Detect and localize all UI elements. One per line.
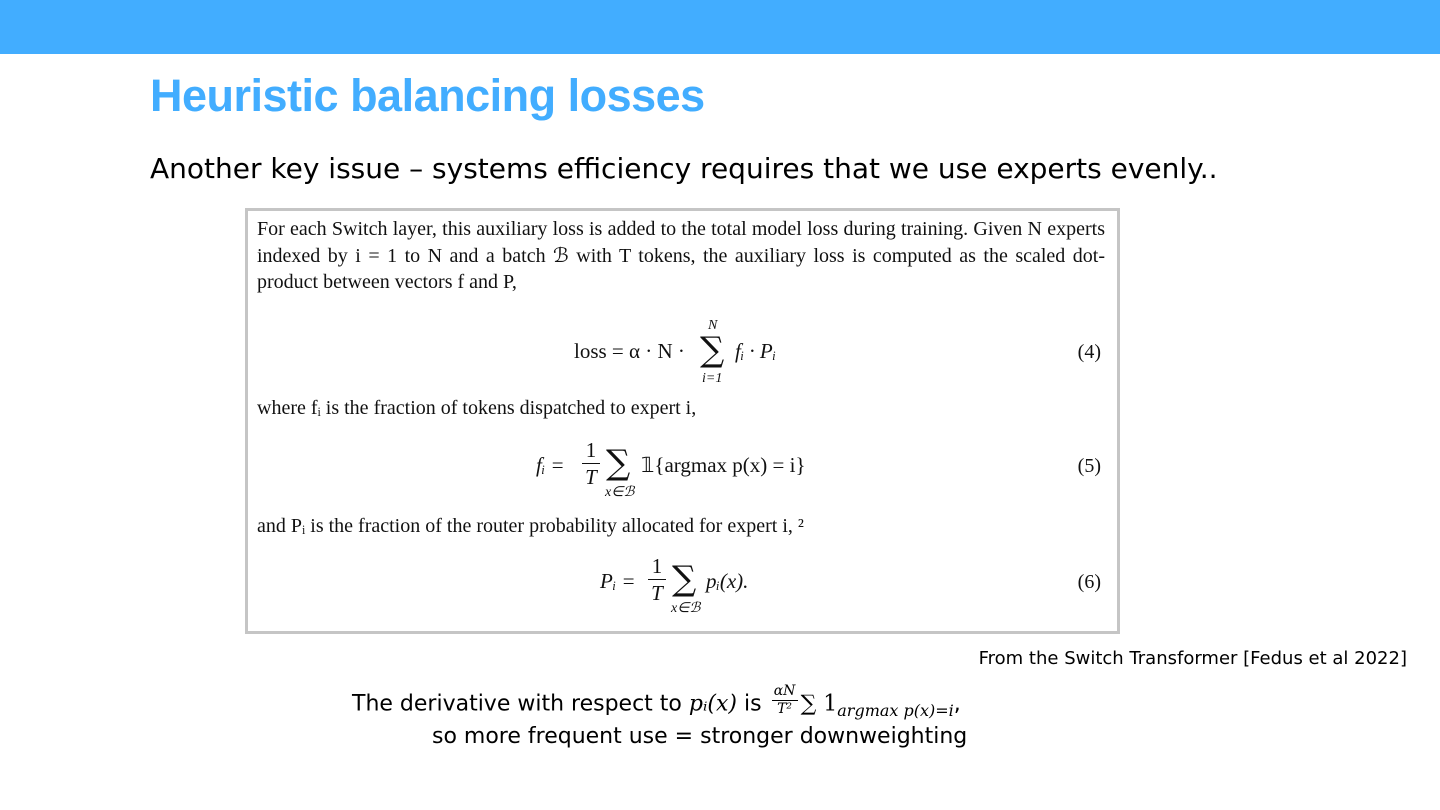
derivative-frac-den: T²	[777, 701, 793, 717]
derivative-prefix: The derivative with respect to	[352, 691, 682, 717]
eq6-number: (6)	[1077, 571, 1101, 593]
excerpt-paragraph-2: where fᵢ is the fraction of tokens dispatched to expert i,	[257, 397, 697, 419]
eq5-lhs: fᵢ =	[536, 453, 565, 477]
excerpt-paragraph-1: For each Switch layer, this auxiliary loss is added to the total model loss during training. Given N experts indexed by i = 1 to N and a batch ℬ with T tokens, the auxiliary loss is computed as the scaled dot-product between vectors f and P,	[257, 218, 1105, 293]
eq5-sum-lower: x∈ℬ	[605, 485, 635, 500]
derivative-subscript: argmax p(x)=i	[837, 700, 954, 720]
derivative-trail: ,	[953, 691, 961, 717]
header-bar	[0, 0, 1440, 54]
eq6-frac-den: T	[651, 581, 663, 605]
derivative-frac-num: αN	[773, 683, 796, 699]
eq4-rhs: fᵢ · Pᵢ	[735, 339, 777, 363]
excerpt-paragraph-3: and Pᵢ is the fraction of the router probability allocated for expert i, ²	[257, 515, 804, 537]
derivative-line-2: so more frequent use = stronger downweighting	[432, 724, 968, 749]
derivative-is: is	[743, 691, 762, 717]
eq4-sum-upper: N	[708, 318, 718, 333]
eq6-sum-lower: x∈ℬ	[671, 601, 701, 616]
derivative-fraction	[772, 684, 798, 717]
eq5-rhs: 𝟙{argmax p(x) = i}	[641, 453, 806, 477]
equation-6	[248, 547, 1117, 627]
eq4-lhs: loss = α · N ·	[574, 339, 685, 363]
eq5-number: (5)	[1077, 455, 1101, 477]
eq6-fraction	[648, 555, 666, 604]
summation-symbol: ∑	[700, 330, 725, 370]
eq6-lhs: Pᵢ =	[600, 569, 636, 593]
derivative-line-1	[352, 683, 961, 721]
eq5-frac-num: 1	[585, 438, 597, 462]
summation-symbol: ∑	[672, 559, 697, 599]
source-citation: From the Switch Transformer [Fedus et al 2022]	[978, 648, 1407, 669]
summation-symbol: ∑	[606, 443, 631, 483]
equation-5	[248, 431, 1117, 511]
eq4-sum-lower: i=1	[702, 371, 723, 386]
eq5-fraction	[582, 439, 600, 488]
paper-excerpt	[245, 208, 1120, 634]
derivative-variable: pᵢ(x)	[688, 691, 737, 717]
derivative-sum: ∑ 1	[800, 691, 838, 717]
eq6-frac-num: 1	[651, 554, 663, 578]
equation-4	[248, 313, 1117, 393]
slide-subtitle: Another key issue – systems efficiency requires that we use experts evenly..	[150, 152, 1218, 185]
slide-title: Heuristic balancing losses	[150, 70, 705, 121]
eq6-rhs: pᵢ(x).	[706, 569, 749, 593]
eq5-frac-den: T	[585, 465, 597, 489]
eq4-number: (4)	[1077, 341, 1101, 363]
